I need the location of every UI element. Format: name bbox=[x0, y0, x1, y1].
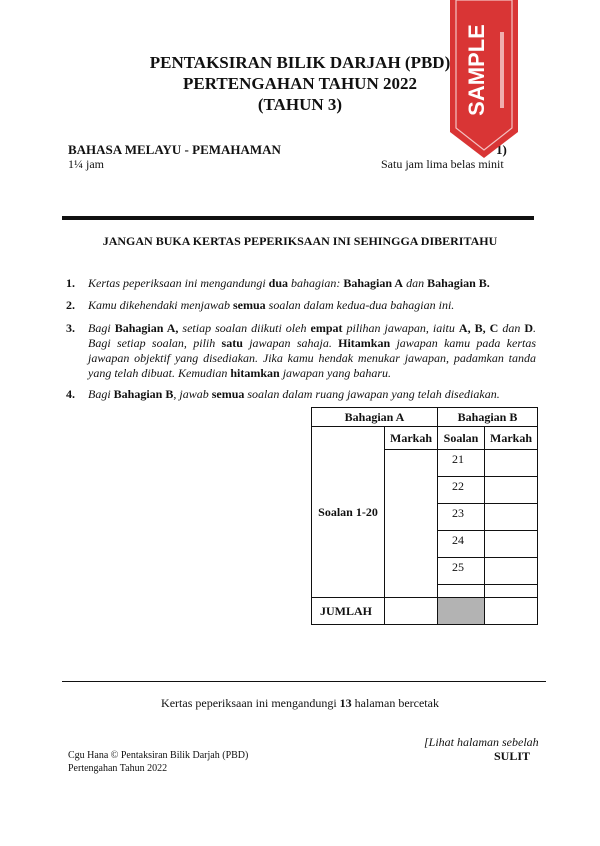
page-count-note bbox=[0, 696, 600, 711]
markah-b-cell bbox=[485, 558, 538, 585]
blank-cell bbox=[438, 585, 485, 598]
markah-b-cell bbox=[485, 450, 538, 477]
duration-short: 1¼ jam bbox=[68, 157, 104, 171]
blank-cell bbox=[485, 585, 538, 598]
page-count: 13 bbox=[339, 696, 352, 710]
divider-thin bbox=[62, 681, 546, 682]
instruction-number: 4. bbox=[66, 387, 75, 401]
title-line-3: (TAHUN 3) bbox=[257, 95, 343, 114]
stamp-label: SAMPLE bbox=[464, 24, 489, 116]
instruction-1 bbox=[66, 276, 536, 291]
header-bahagian-a: Bahagian A bbox=[312, 408, 438, 427]
col-markah-b: Markah bbox=[485, 427, 538, 450]
copyright-line-2: Pertengahan Tahun 2022 bbox=[68, 763, 168, 774]
instruction-text: Kertas peperiksaan ini mengandungi dua bahagian: Bahagian A dan Bahagian B. bbox=[88, 276, 490, 290]
row-label-soalan-a: Soalan 1-20 bbox=[312, 427, 385, 598]
duration-words: Satu jam lima belas minit bbox=[381, 157, 504, 171]
title-line-2: PERTENGAHAN TAHUN 2022 bbox=[183, 74, 417, 93]
subject-name: BAHASA MELAYU - PEMAHAMAN bbox=[68, 142, 281, 157]
question-number: 23 bbox=[438, 504, 485, 531]
instruction-4 bbox=[66, 387, 536, 402]
question-number: 24 bbox=[438, 531, 485, 558]
page-count-prefix: Kertas peperiksaan ini mengandungi bbox=[161, 696, 340, 710]
instruction-text: Kamu dikehendaki menjawab semua soalan dalam kedua-dua bahagian ini. bbox=[88, 298, 455, 312]
total-shaded-cell bbox=[438, 598, 485, 625]
instruction-number: 1. bbox=[66, 276, 75, 290]
total-markah-a bbox=[385, 598, 438, 625]
question-number: 22 bbox=[438, 477, 485, 504]
page-count-suffix: halaman bercetak bbox=[351, 696, 439, 710]
marks-table bbox=[311, 407, 538, 625]
paper-code: 1) bbox=[496, 142, 507, 157]
col-markah-a: Markah bbox=[385, 427, 438, 450]
title-line-1: PENTAKSIRAN BILIK DARJAH (PBD) bbox=[149, 53, 451, 72]
question-number: 21 bbox=[438, 450, 485, 477]
divider-thick bbox=[62, 216, 534, 220]
warning-notice: JANGAN BUKA KERTAS PEPERIKSAAN INI SEHINGGA DIBERITAHU bbox=[102, 234, 498, 248]
instruction-number: 2. bbox=[66, 298, 75, 312]
markah-b-cell bbox=[485, 477, 538, 504]
markah-b-cell bbox=[485, 504, 538, 531]
instruction-number: 3. bbox=[66, 321, 75, 335]
copyright-line-1: Cgu Hana © Pentaksiran Bilik Darjah (PBD) bbox=[68, 750, 249, 761]
markah-b-cell bbox=[485, 531, 538, 558]
copyright-footer bbox=[68, 749, 248, 775]
instruction-2 bbox=[66, 298, 536, 313]
instruction-text: Bagi Bahagian B, jawab semua soalan dalam ruang jawapan yang telah disediakan. bbox=[88, 387, 500, 401]
sulit-label: SULIT bbox=[494, 749, 531, 763]
col-soalan-b: Soalan bbox=[438, 427, 485, 450]
question-number: 25 bbox=[438, 558, 485, 585]
header-bahagian-b: Bahagian B bbox=[438, 408, 538, 427]
instruction-text: Bagi Bahagian A, setiap soalan diikuti oleh empat pilihan jawapan, iaitu A, B, C dan D. Bagi setiap soalan, pilih satu jawapan sahaja. Hitamkan jawapan kamu pada kertas jawapan objektif yang disediakan. Jika kamu hendak menukar jawapan, padamkan tanda yang telah dibuat. Kemudian hitamkan jawapan yang baharu. bbox=[88, 321, 537, 380]
markah-a-cell bbox=[385, 450, 438, 598]
total-label: JUMLAH bbox=[312, 598, 385, 625]
sample-stamp bbox=[448, 0, 520, 165]
instruction-3 bbox=[66, 321, 536, 381]
total-markah-b bbox=[485, 598, 538, 625]
see-next-page: [Lihat halaman sebelah bbox=[424, 735, 539, 749]
